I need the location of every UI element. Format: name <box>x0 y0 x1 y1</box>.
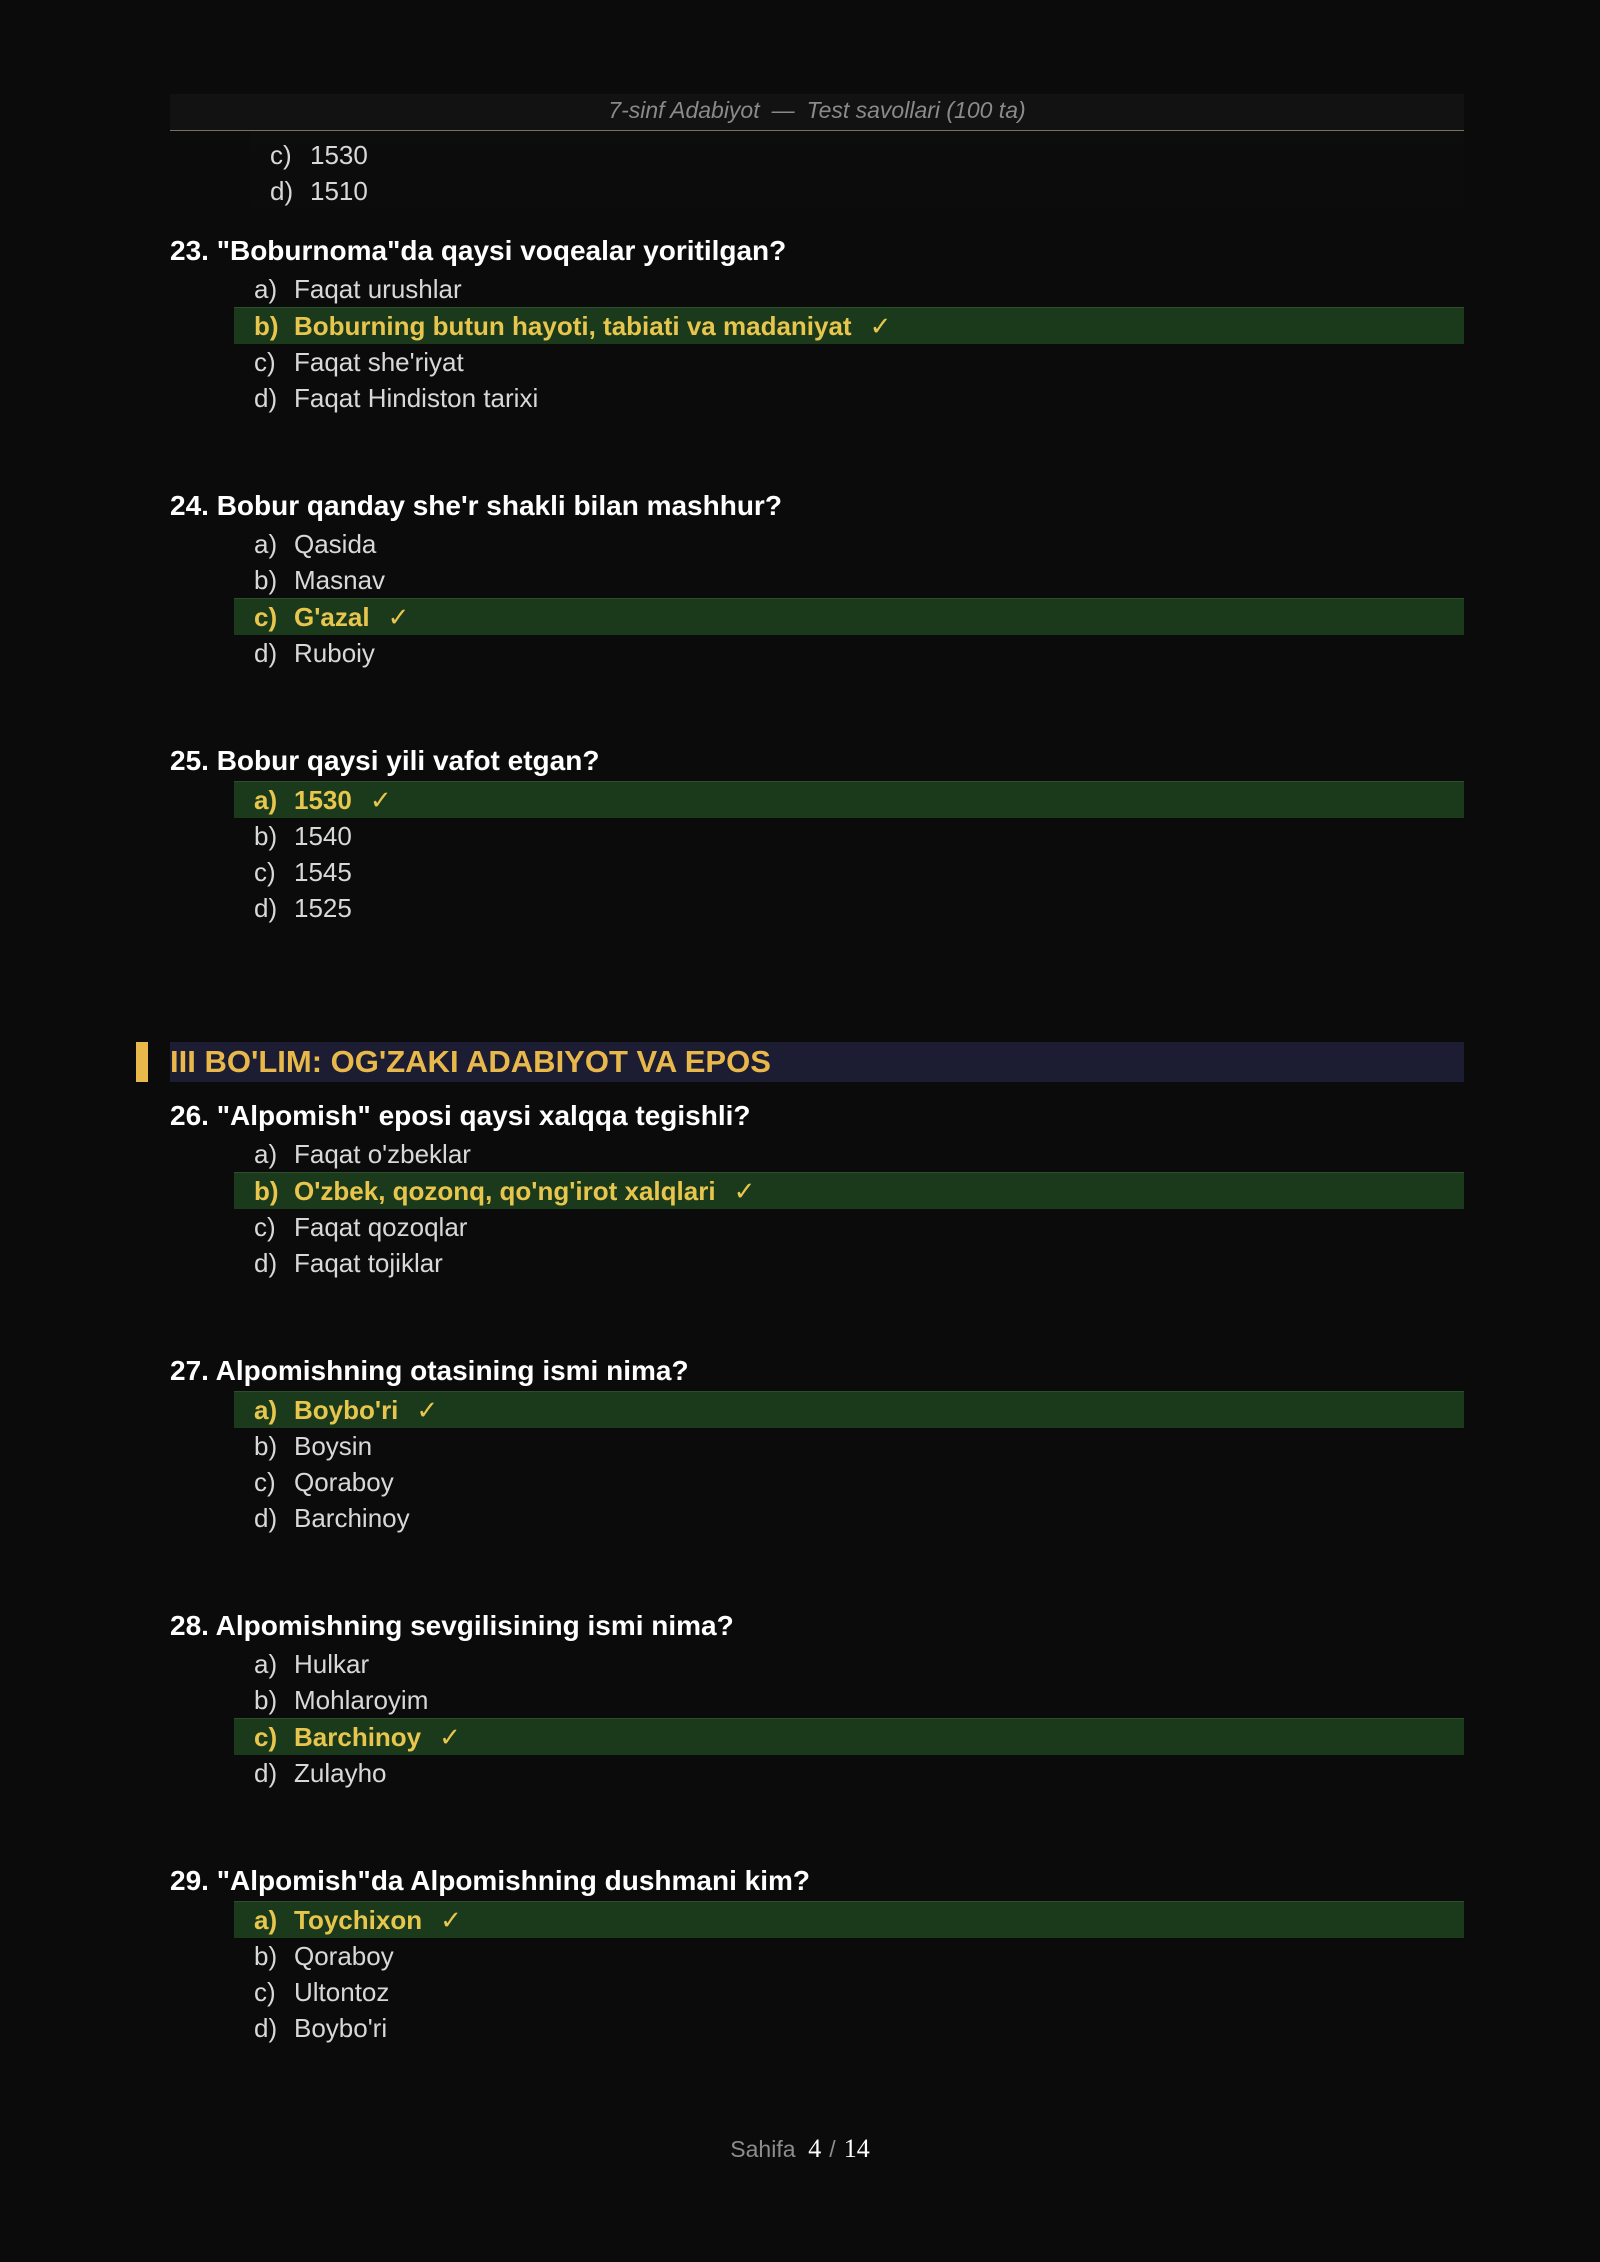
option-text: 1525 <box>294 893 352 923</box>
option-text: Hulkar <box>294 1649 370 1679</box>
question-26 <box>170 1096 1464 1281</box>
option-letter: c) <box>254 1977 276 2007</box>
option-letter: a) <box>254 274 278 304</box>
option-letter: c) <box>254 1722 278 1752</box>
option-letter: a) <box>254 1139 278 1169</box>
question-title: 25. Bobur qaysi yili vafot etgan? <box>170 745 600 776</box>
option-b-correct <box>234 1172 1464 1209</box>
option-b <box>234 1938 1464 1974</box>
option-letter: b) <box>254 565 278 595</box>
question-24 <box>170 486 1464 671</box>
option-letter: d) <box>254 1248 278 1278</box>
option-text: 1545 <box>294 857 352 887</box>
option-text: Boburning butun hayoti, tabiati va madaniyat <box>294 311 852 341</box>
option-d <box>234 1245 1464 1281</box>
option-text: Mohlaroyim <box>294 1685 429 1715</box>
question-title: 27. Alpomishning otasining ismi nima? <box>170 1355 689 1386</box>
option-letter: a) <box>254 1905 278 1935</box>
option-c <box>234 1974 1464 2010</box>
check-icon: ✓ <box>440 1905 462 1935</box>
option-letter: d) <box>254 2013 278 2043</box>
option-text: O'zbek, qozonq, qo'ng'irot xalqlari <box>294 1176 716 1206</box>
option-letter: c) <box>254 1212 276 1242</box>
check-icon: ✓ <box>439 1722 461 1752</box>
option-d <box>234 380 1464 416</box>
check-icon: ✓ <box>416 1395 439 1425</box>
option-text: Toychixon <box>294 1905 423 1935</box>
question-25 <box>170 741 1464 926</box>
option-a <box>234 1136 1464 1172</box>
option-a <box>234 271 1464 307</box>
option-a <box>234 1646 1464 1682</box>
question-title: 29. "Alpomish"da Alpomishning dushmani kim? <box>170 1865 811 1896</box>
option-text: Masnav <box>294 565 386 595</box>
page-footer <box>0 2134 1600 2164</box>
option-c <box>234 1209 1464 1245</box>
option-text: Qoraboy <box>294 1941 394 1971</box>
option-d <box>234 635 1464 671</box>
option-text: Qoraboy <box>294 1467 394 1497</box>
check-icon: ✓ <box>869 311 892 341</box>
option-b <box>234 1428 1464 1464</box>
page <box>170 94 1464 2046</box>
option-text: 1540 <box>294 821 352 851</box>
header-subject: 7-sinf Adabiyot <box>608 97 760 123</box>
section-title: III BO'LIM: OG'ZAKI ADABIYOT VA EPOS <box>170 1044 771 1079</box>
option-c <box>234 854 1464 890</box>
question-29 <box>170 1861 1464 2046</box>
option-c <box>234 344 1464 380</box>
check-icon: ✓ <box>369 785 392 815</box>
question-28 <box>170 1606 1464 1791</box>
option-b <box>234 562 1464 598</box>
option-letter: d) <box>254 638 278 668</box>
footer-page-total: 14 <box>843 2134 870 2163</box>
option-text: Ultontoz <box>294 1977 390 2007</box>
option-text: Faqat o'zbeklar <box>294 1139 471 1169</box>
question-title: 23. "Boburnoma"da qaysi voqealar yoritilgan? <box>170 235 787 266</box>
option-d <box>234 2010 1464 2046</box>
option-letter: c) <box>254 602 278 632</box>
option <box>250 173 1464 209</box>
option-text: Faqat urushlar <box>294 274 462 304</box>
option-text: Qasida <box>294 529 377 559</box>
question-27 <box>170 1351 1464 1536</box>
option-text: G'azal <box>294 602 370 632</box>
option-letter: d) <box>254 1503 278 1533</box>
option-text: Faqat she'riyat <box>294 347 464 377</box>
option-letter: b) <box>254 1941 278 1971</box>
option <box>250 137 1464 173</box>
question-23 <box>170 231 1464 416</box>
option-letter: c) <box>254 857 276 887</box>
option-letter: b) <box>254 1176 279 1206</box>
question-title: 28. Alpomishning sevgilisining ismi nima? <box>170 1610 734 1641</box>
section-heading <box>170 1042 1464 1082</box>
option-text: Faqat Hindiston tarixi <box>294 383 539 413</box>
option-a <box>234 526 1464 562</box>
option-letter: b) <box>254 821 278 851</box>
option-a-correct <box>234 1901 1464 1938</box>
option-text: 1530 <box>294 785 352 815</box>
option-text: 1510 <box>310 176 368 206</box>
option-c-correct <box>234 598 1464 635</box>
option-b <box>234 1682 1464 1718</box>
option-letter: c) <box>254 347 276 377</box>
footer-label: Sahifa <box>730 2136 796 2162</box>
option-text: Barchinoy <box>294 1722 422 1752</box>
option-letter: a) <box>254 1649 278 1679</box>
option-d <box>234 1755 1464 1791</box>
footer-slash: / <box>829 2136 836 2162</box>
option-letter: d) <box>270 176 294 206</box>
option-c <box>234 1464 1464 1500</box>
option-letter: a) <box>254 529 278 559</box>
header-separator: — <box>771 97 795 123</box>
option-text: Faqat qozoqlar <box>294 1212 468 1242</box>
option-b-correct <box>234 307 1464 344</box>
option-letter: c) <box>254 1467 276 1497</box>
header-subtitle: Test savollari (100 ta) <box>806 97 1026 123</box>
option-letter: d) <box>254 893 278 923</box>
option-letter: d) <box>254 383 278 413</box>
option-text: Barchinoy <box>294 1503 410 1533</box>
option-text: Faqat tojiklar <box>294 1248 443 1278</box>
option-d <box>234 1500 1464 1536</box>
option-text: Boysin <box>294 1431 373 1461</box>
check-icon: ✓ <box>733 1176 756 1206</box>
option-d <box>234 890 1464 926</box>
option-a-correct <box>234 1391 1464 1428</box>
option-text: Boybo'ri <box>294 2013 388 2043</box>
section-accent-bar <box>136 1042 148 1082</box>
option-letter: b) <box>254 1685 278 1715</box>
option-text: 1530 <box>310 140 368 170</box>
check-icon: ✓ <box>387 602 410 632</box>
option-c-correct <box>234 1718 1464 1755</box>
option-letter: a) <box>254 785 278 815</box>
option-letter: d) <box>254 1758 278 1788</box>
question-title: 24. Bobur qanday she'r shakli bilan mashhur? <box>170 490 782 521</box>
option-letter: a) <box>254 1395 278 1425</box>
option-b <box>234 818 1464 854</box>
option-text: Boybo'ri <box>294 1395 399 1425</box>
option-letter: b) <box>254 311 279 341</box>
option-text: Ruboiy <box>294 638 375 668</box>
carryover-options <box>250 131 1464 227</box>
questions-part2 <box>170 1096 1464 2046</box>
option-letter: c) <box>270 140 292 170</box>
option-letter: b) <box>254 1431 278 1461</box>
page-header <box>170 94 1464 131</box>
question-title: 26. "Alpomish" eposi qaysi xalqqa tegishli? <box>170 1100 751 1131</box>
option-a-correct <box>234 781 1464 818</box>
option-text: Zulayho <box>294 1758 387 1788</box>
footer-page-number: 4 <box>808 2134 822 2163</box>
questions-part1 <box>170 231 1464 926</box>
